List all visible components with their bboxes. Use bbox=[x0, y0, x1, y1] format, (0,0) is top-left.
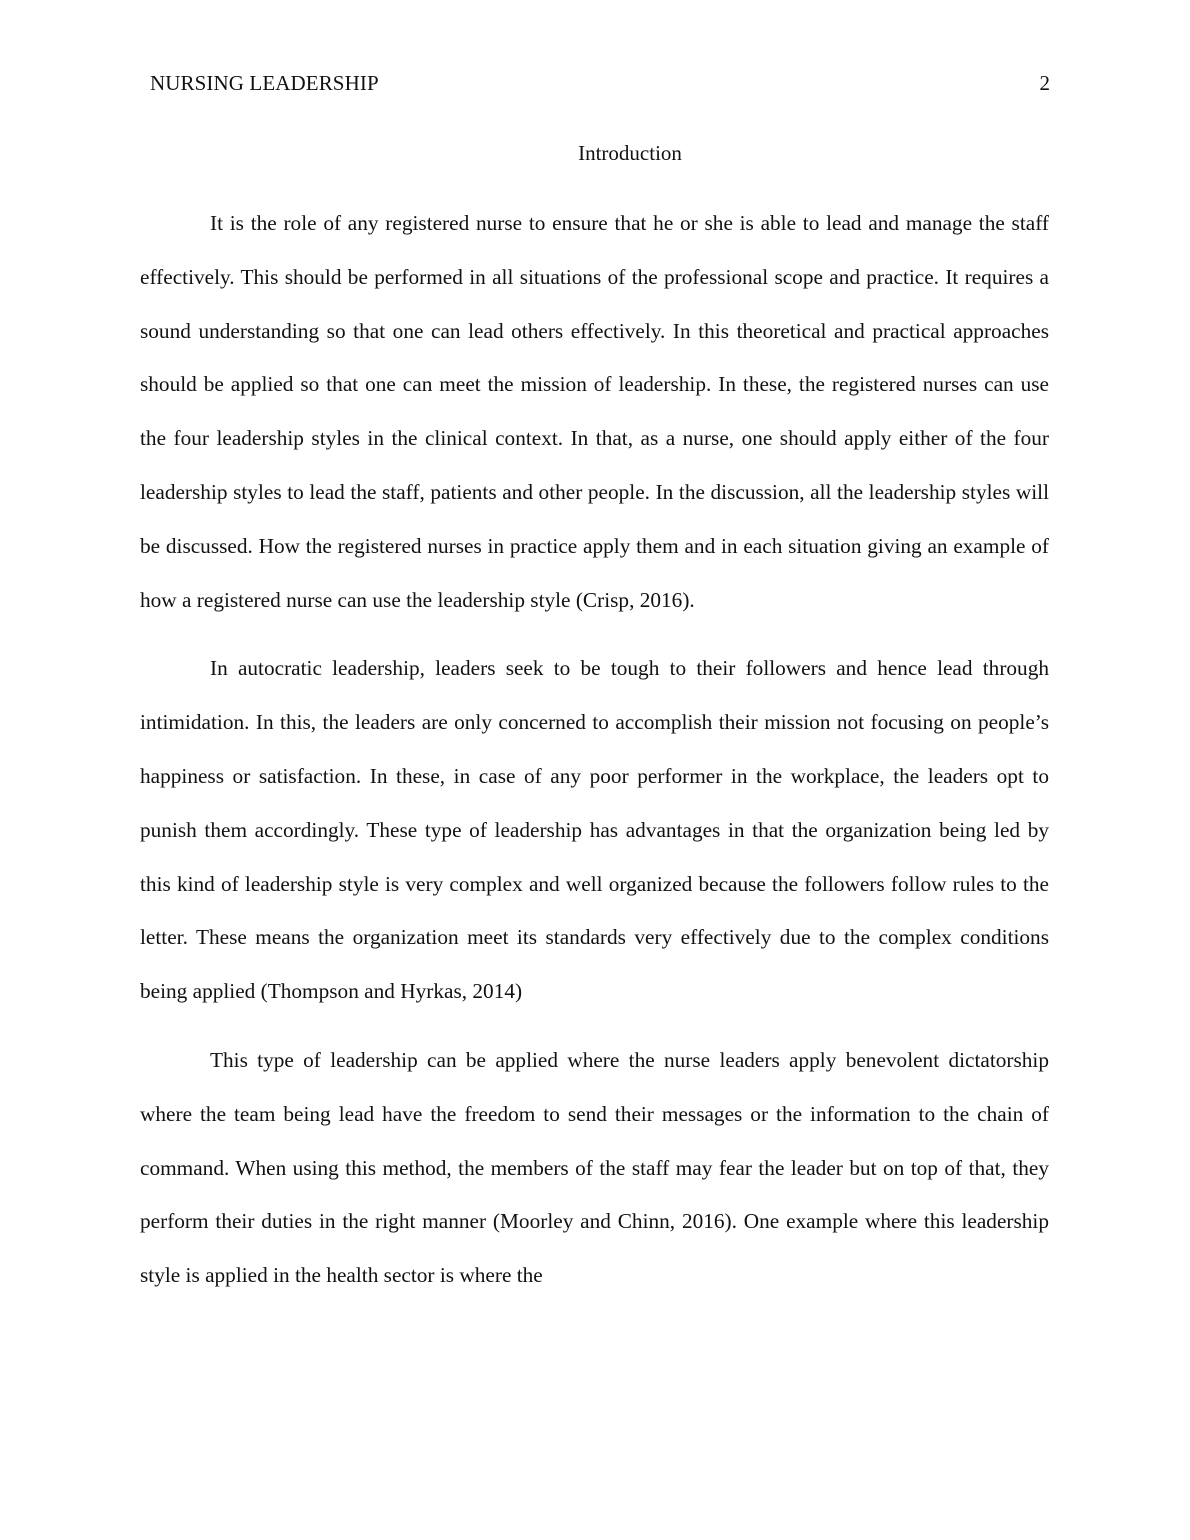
body-text bbox=[140, 197, 1049, 1318]
running-head: NURSING LEADERSHIP bbox=[150, 71, 379, 95]
section-title: Introduction bbox=[578, 141, 682, 165]
paragraph-benevolent-dictatorship: This type of leadership can be applied where the nurse leaders apply benevolent dictatorship where the team being lead have the freedom to send their messages or the information to the chain of command. When using this method, the members of the staff may fear the leader but on top of that, they perform their duties in the right manner (Moorley and Chinn, 2016). One example where this leadership style is applied in the health sector is where the bbox=[140, 1047, 1049, 1288]
paragraph-introduction: It is the role of any registered nurse to ensure that he or she is able to lead and manage the staff effectively. This should be performed in all situations of the professional scope and practice. It requires a sound understanding so that one can lead others effectively. In this theoretical and practical approaches should be applied so that one can meet the mission of leadership. In these, the registered nurses can use the four leadership styles in the clinical context. In that, as a nurse, one should apply either of the four leadership styles to lead the staff, patients and other people. In the discussion, all the leadership styles will be discussed. How the registered nurses in practice apply them and in each situation giving an example of how a registered nurse can use the leadership style (Crisp, 2016). bbox=[140, 211, 1049, 612]
paragraph-autocratic-leadership: In autocratic leadership, leaders seek to be tough to their followers and hence lead through intimidation. In this, the leaders are only concerned to accomplish their mission not focusing on people’s happiness or satisfaction. In these, in case of any poor performer in the workplace, the leaders opt to punish them accordingly. These type of leadership has advantages in that the organization being led by this kind of leadership style is very complex and well organized because the followers follow rules to the letter. These means the organization meet its standards very effectively due to the complex conditions being applied (Thompson and Hyrkas, 2014) bbox=[140, 656, 1049, 1004]
page-number: 2 bbox=[1039, 71, 1050, 95]
